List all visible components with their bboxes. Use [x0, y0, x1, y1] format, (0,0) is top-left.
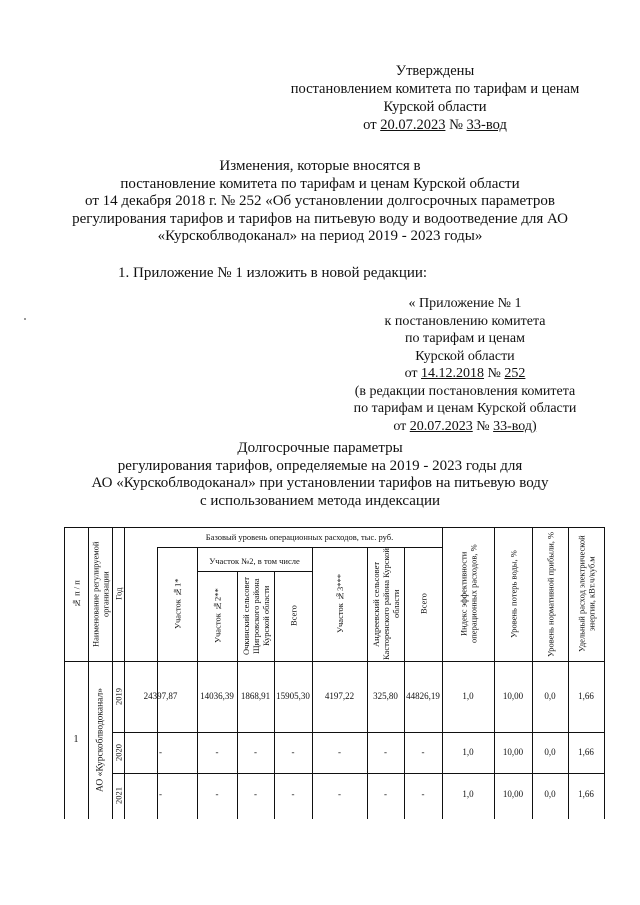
- row-2020-ochkino: -: [254, 747, 257, 757]
- params-line-1: Долгосрочные параметры: [237, 440, 403, 456]
- row-2021-site1: -: [159, 789, 162, 799]
- row-2019-andreevsky: 325,80: [373, 691, 398, 701]
- changes-line-5: «Курскоблводоканал» на период 2019 - 2023 годы»: [157, 228, 483, 244]
- appendix-block: [330, 295, 600, 435]
- row-2019-loss: 10,00: [502, 691, 524, 701]
- row-2021-site2: -: [215, 789, 219, 799]
- params-line-2: регулирования тарифов, определяемые на 2019 - 2023 годы для: [117, 457, 523, 474]
- changes-title: [40, 158, 600, 246]
- header-andreevsky: Андреевский сельсовет Касторенского района Курской области: [371, 548, 401, 660]
- params-title: [70, 440, 570, 510]
- appendix-edit-date-prefix: от: [393, 418, 410, 434]
- row-2020-loss: 10,00: [502, 747, 524, 757]
- row-2020-eff: 1,0: [462, 747, 474, 757]
- appendix-edit-date: 20.07.2023: [409, 418, 473, 434]
- approval-num-prefix: №: [445, 117, 467, 133]
- row-2019-eff: 1,0: [462, 691, 474, 701]
- row-number: 1: [73, 734, 79, 745]
- margin-mark: [24, 318, 26, 320]
- header-num: № п / п: [71, 580, 82, 608]
- row-2021-year: 2021: [113, 787, 124, 805]
- header-year: Год: [113, 587, 124, 601]
- row-2019-ochkino: 1868,91: [240, 691, 271, 701]
- row-2019-site2: 14036,39: [200, 691, 234, 701]
- row-2021-profit: 0,0: [544, 789, 556, 799]
- header-losses: Уровень потерь воды, %: [508, 550, 519, 638]
- approval-block: [280, 62, 590, 134]
- appendix-line-6: (в редакции постановления комитета: [354, 383, 576, 399]
- appendix-line-8: [330, 418, 600, 436]
- row-2020-site1: -: [159, 747, 162, 757]
- appendix-line-5: [330, 365, 600, 383]
- appendix-line-4: Курской области: [415, 348, 515, 364]
- approval-line-2: постановлением комитета по тарифам и ценам: [290, 81, 580, 97]
- row-2020-year: 2020: [113, 744, 124, 762]
- appendix-edit-number: 33-вод): [493, 418, 537, 434]
- row-2021-energy: 1,66: [578, 789, 594, 799]
- params-line-4: с использованием метода индексации: [199, 492, 441, 509]
- header-site2: Участок №2**: [212, 588, 223, 644]
- header-base-group: Базовый уровень операционных расходов, тыс. руб.: [205, 532, 394, 542]
- table-line-header-bottom: [64, 661, 605, 662]
- params-table: [64, 527, 605, 819]
- row-2019-total: 44826,19: [406, 691, 440, 701]
- appendix-date-prefix: от: [404, 366, 422, 381]
- row-2019-total2: 15905,30: [276, 691, 310, 701]
- approval-date-line: [280, 116, 590, 134]
- table-border-right: [604, 527, 605, 819]
- row-2020-andreevsky: -: [384, 747, 387, 757]
- row-2021-ochkino: -: [254, 789, 257, 799]
- appendix-line-1: « Приложение № 1: [408, 296, 522, 311]
- row-2020-profit: 0,0: [544, 747, 556, 757]
- appendix-line-3: по тарифам и ценам: [405, 331, 525, 346]
- header-site2-group: Участок №2, в том числе: [209, 556, 300, 566]
- header-energy: Удельный расход электрической энергии, кВт.ч/куб.м: [576, 535, 597, 653]
- approval-line-3: Курской области: [383, 99, 487, 115]
- appendix-num-prefix: №: [484, 366, 505, 381]
- header-profit: Уровень нормативной прибыли, %: [545, 531, 556, 657]
- row-2020-site3: -: [338, 747, 341, 757]
- org-name: АО «Курскоблводоканал»: [95, 688, 106, 792]
- appendix-line-2: к постановлению комитета: [384, 313, 546, 329]
- row-2019-profit: 0,0: [544, 691, 556, 701]
- approval-date-prefix: от: [363, 117, 381, 133]
- changes-line-1: Изменения, которые вносятся в: [219, 158, 421, 174]
- appendix-date: 14.12.2018: [421, 366, 485, 381]
- row-2020-site2: -: [215, 747, 219, 757]
- header-ochkino: Очкинский сельсовет Щигровского района Курской области: [241, 577, 271, 656]
- row-2021-loss: 10,00: [502, 789, 524, 799]
- row-2019-site3: 4197,22: [324, 691, 355, 701]
- approval-number: 33-вод: [466, 117, 507, 133]
- header-total-site2: Всего: [288, 605, 299, 627]
- row-2021-site3: -: [338, 789, 341, 799]
- appendix-line-7: по тарифам и ценам Курской области: [353, 401, 577, 416]
- header-total: Всего: [418, 593, 429, 615]
- row-2020-total: -: [421, 747, 425, 757]
- row-2020-energy: 1,66: [578, 747, 594, 757]
- table-col-line-3: [124, 527, 125, 819]
- table-border-left: [64, 527, 65, 819]
- changes-line-4: регулирования тарифов и тарифов на питьевую воду и водоотведение для АО: [72, 210, 568, 227]
- row-2019-energy: 1,66: [578, 691, 594, 701]
- row-2020-total2: -: [291, 747, 295, 757]
- params-line-3: АО «Курскоблводоканал» при установлении тарифов на питьевую воду: [91, 475, 549, 491]
- header-efficiency: Индекс эффективности операционных расходов, %: [458, 544, 479, 644]
- header-org: Наименование регулируемой организации: [90, 541, 111, 647]
- row-2019-site1: 24397,87: [143, 691, 178, 701]
- item-1-text: 1. Приложение № 1 изложить в новой редакции:: [118, 265, 428, 281]
- appendix-number: 252: [504, 366, 526, 381]
- changes-line-3: от 14 декабря 2018 г. № 252 «Об установлении долгосрочных параметров: [85, 193, 555, 209]
- approval-date: 20.07.2023: [380, 117, 446, 133]
- approval-line-1: Утверждены: [395, 63, 475, 79]
- row-2021-eff: 1,0: [462, 789, 474, 799]
- header-site1: Участок №1*: [172, 578, 183, 630]
- appendix-edit-num-prefix: №: [472, 418, 494, 434]
- changes-line-2: постановление комитета по тарифам и ценам Курской области: [120, 175, 520, 192]
- row-2021-andreevsky: -: [384, 789, 387, 799]
- row-2021-total: -: [421, 789, 425, 799]
- header-site3: Участок №3***: [335, 574, 345, 634]
- row-2019-year: 2019: [113, 688, 124, 706]
- table-border-top: [64, 527, 605, 528]
- row-2021-total2: -: [291, 789, 295, 799]
